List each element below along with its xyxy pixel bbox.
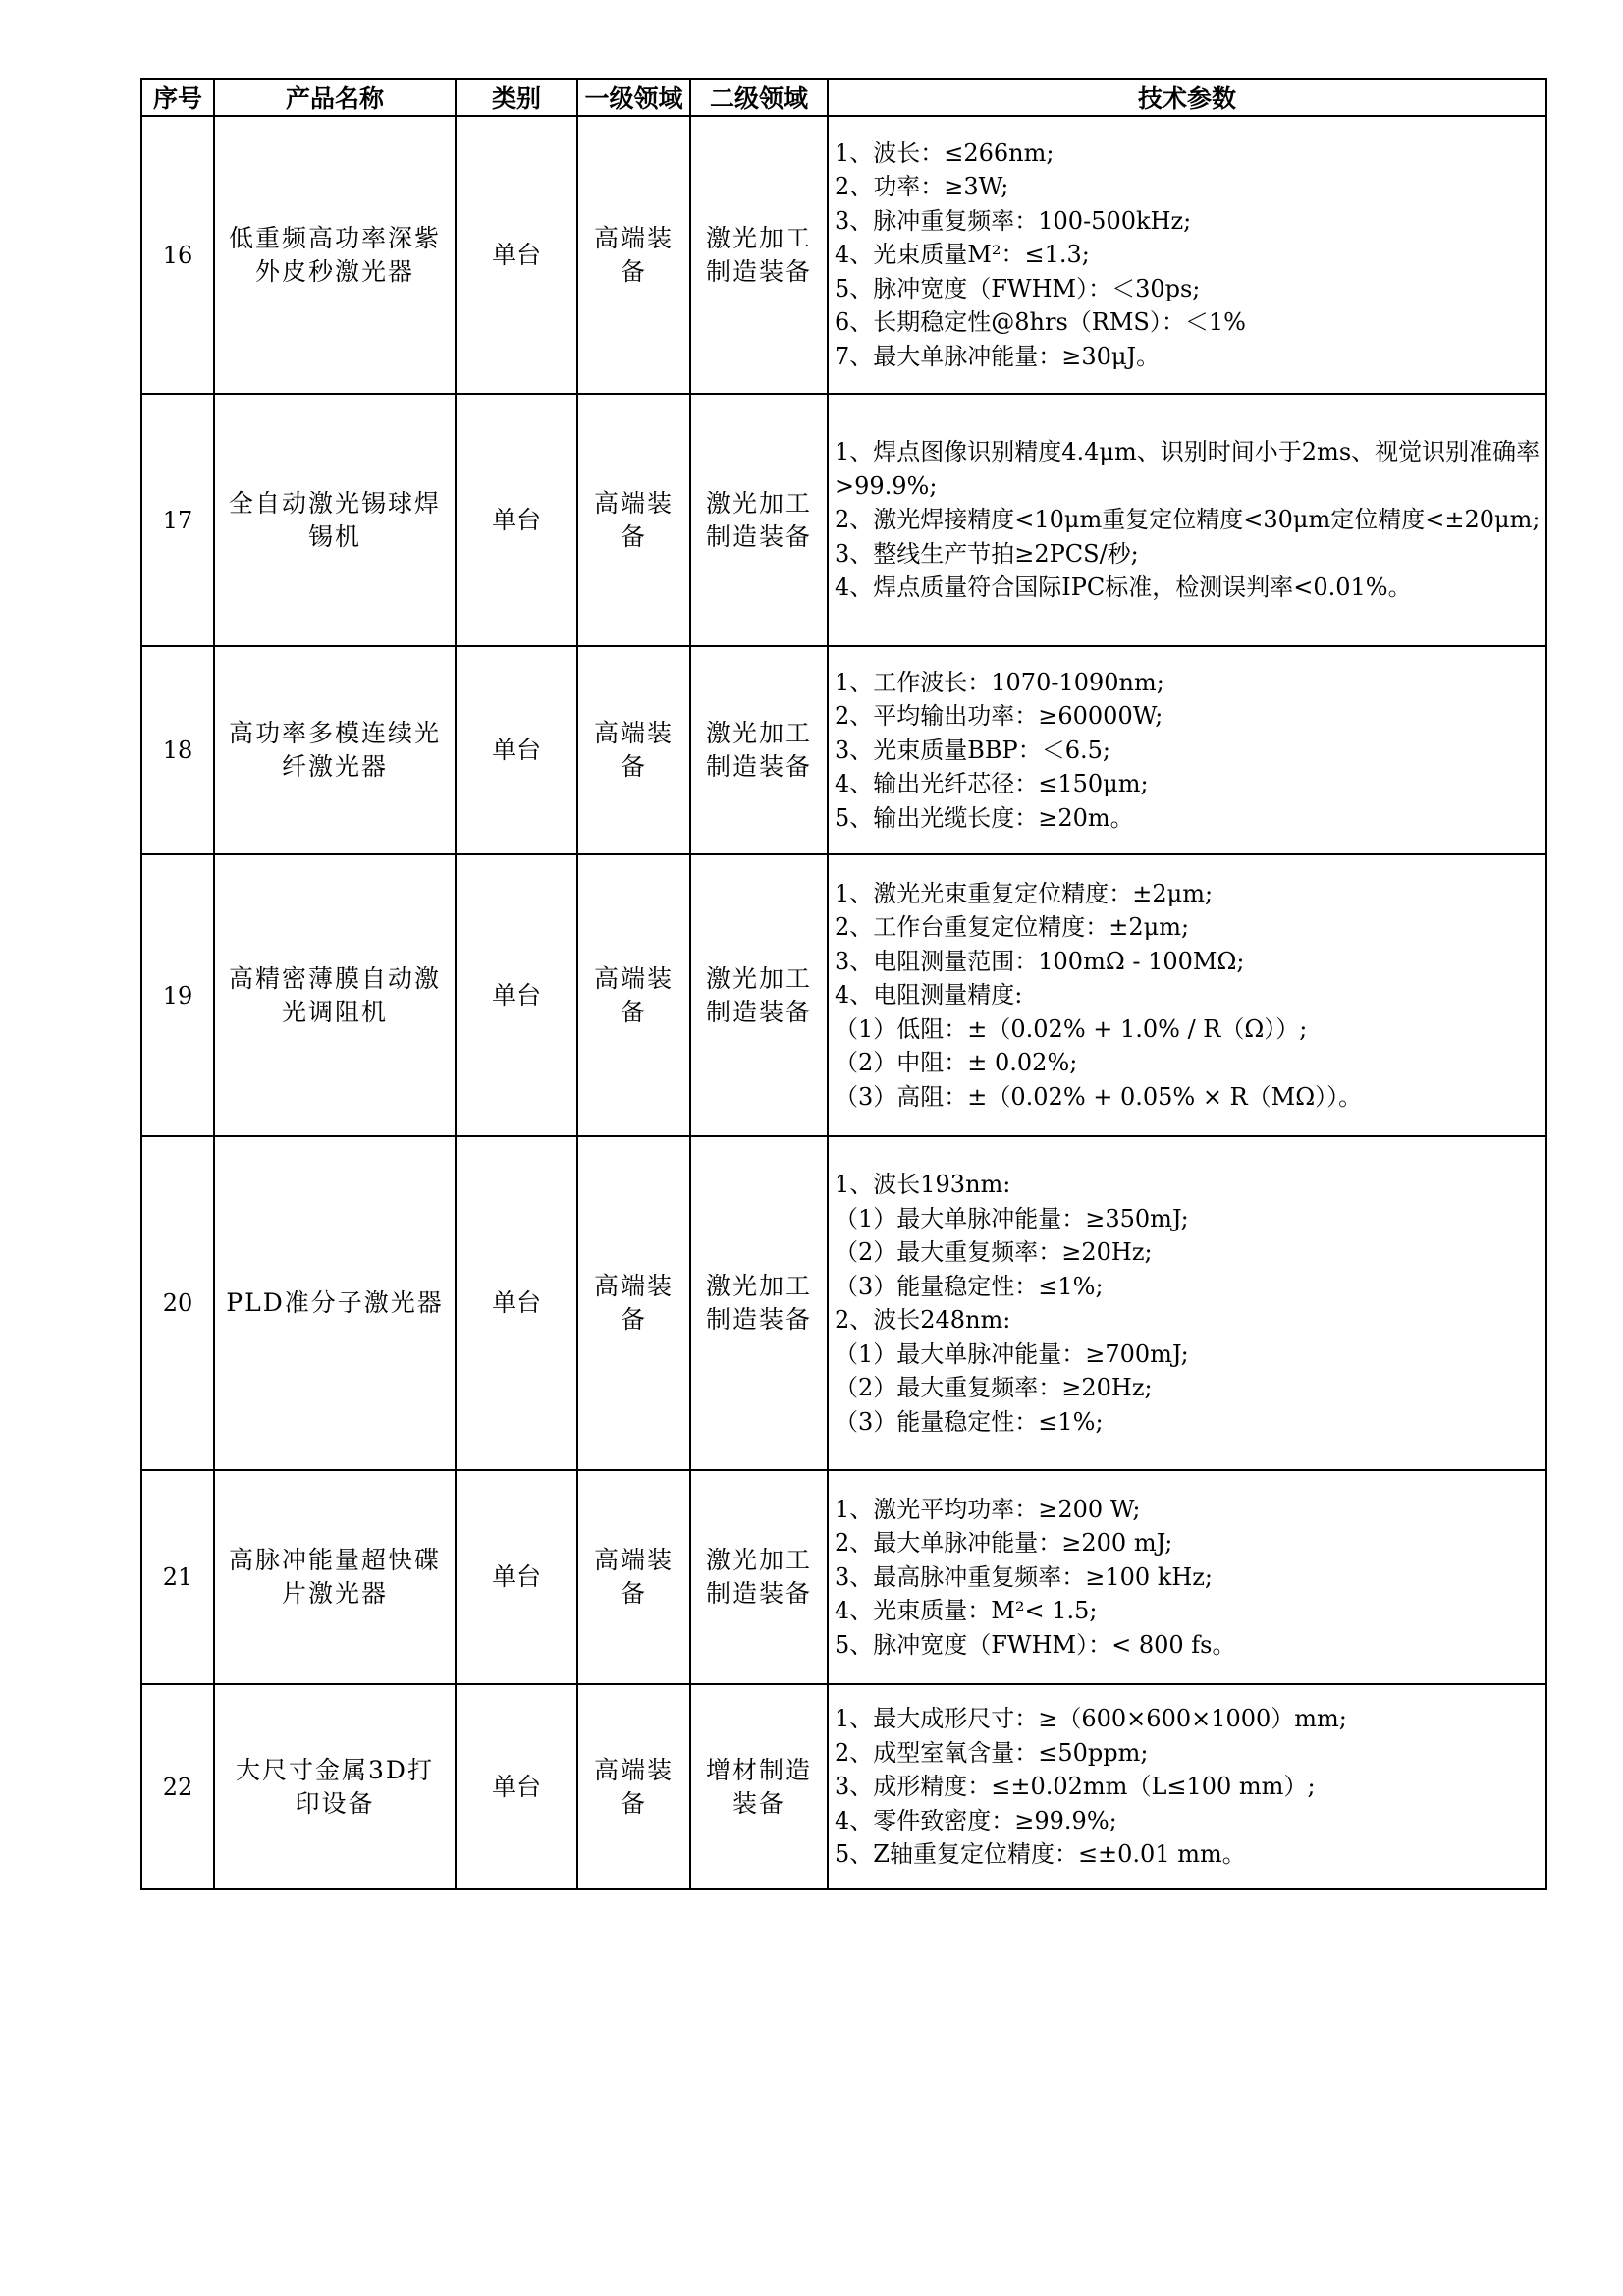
row-level2-field [690,1470,828,1684]
table-row [141,394,1546,646]
row-level2-field [690,854,828,1136]
row-level2-field-text: 激光加工制造装备 [705,1546,812,1608]
row-category-text: 单台 [491,1772,541,1801]
spec-line: 1、激光光束重复定位精度：±2μm; [835,879,1214,907]
spec-line: 3、成形精度：≤±0.02mm（L≤100 mm）; [835,1773,1316,1801]
row-tech-params [828,646,1546,854]
row-level1-field [577,116,690,394]
spec-line: 4、输出光纤芯径：≤150μm; [835,770,1149,798]
spec-line: 1、工作波长：1070-1090nm; [835,668,1164,696]
spec-line: 6、长期稳定性@8hrs（RMS）：＜1% [835,308,1246,337]
spec-line: 2、最大单脉冲能量：≥200 mJ; [835,1529,1173,1558]
row-index [141,116,214,394]
spec-line: 4、光束质量：M²< 1.5; [835,1597,1098,1625]
spec-line: （1）最大单脉冲能量：≥700mJ; [835,1339,1189,1368]
row-index [141,854,214,1136]
spec-line: （1）最大单脉冲能量：≥350mJ; [835,1204,1189,1232]
row-category-text: 单台 [491,1288,541,1317]
header-row [141,79,1546,116]
row-level1-field [577,646,690,854]
row-index-text: 16 [162,241,193,269]
row-level2-field [690,1136,828,1470]
row-level1-field-text: 高端装备 [593,488,674,551]
spec-line: 3、最高脉冲重复频率：≥100 kHz; [835,1562,1214,1591]
row-index-text: 18 [162,737,193,764]
row-index-text: 22 [162,1773,193,1801]
row-product-name [214,646,456,854]
spec-line: 5、Z轴重复定位精度：≤±0.01 mm。 [835,1840,1246,1869]
spec-line: 2、平均输出功率：≥60000W; [835,702,1163,731]
spec-line: 4、焊点质量符合国际IPC标准，检测误判率<0.01%。 [835,574,1412,602]
spec-line: 5、脉冲宽度（FWHM）：< 800 fs。 [835,1630,1236,1659]
row-level2-field [690,1684,828,1889]
row-level1-field-text: 高端装备 [593,719,674,781]
row-tech-params [828,394,1546,646]
row-level2-field [690,394,828,646]
spec-line: 5、脉冲宽度（FWHM）：＜30ps; [835,274,1201,302]
row-tech-params [828,1470,1546,1684]
header-category: 类别 [456,79,577,116]
spec-line: 1、焊点图像识别精度4.4μm、识别时间小于2ms、视觉识别准确率>99.9%; [835,438,1541,500]
row-level2-field-text: 激光加工制造装备 [705,963,812,1026]
row-product-name-text: 全自动激光锡球焊锡机 [228,488,441,551]
row-level1-field [577,1136,690,1470]
row-level1-field [577,394,690,646]
spec-line: 7、最大单脉冲能量：≥30μJ。 [835,342,1161,370]
table-row [141,1136,1546,1470]
row-index-text: 19 [162,981,193,1010]
row-tech-params [828,116,1546,394]
header-level1-field: 一级领域 [577,79,690,116]
table-row [141,1470,1546,1684]
spec-line: 2、功率：≥3W; [835,173,1009,201]
row-category [456,854,577,1136]
header-product-name: 产品名称 [214,79,456,116]
row-tech-params [828,1136,1546,1470]
row-level2-field-text: 激光加工制造装备 [705,488,812,551]
row-product-name [214,854,456,1136]
row-category [456,1684,577,1889]
row-level1-field [577,1684,690,1889]
row-index-text: 21 [162,1563,193,1591]
row-category [456,1136,577,1470]
spec-line: 3、整线生产节拍≥2PCS/秒; [835,539,1139,568]
row-category-text: 单台 [491,505,541,534]
row-product-name [214,394,456,646]
spec-line: 4、光束质量M²：≤1.3; [835,241,1090,269]
row-level1-field-text: 高端装备 [593,963,674,1026]
spec-line: 4、零件致密度：≥99.9%; [835,1806,1117,1834]
header-index: 序号 [141,79,214,116]
row-category [456,394,577,646]
spec-line: （1）低阻：±（0.02% + 1.0% / R（Ω））; [835,1014,1308,1043]
spec-line: 3、电阻测量范围：100mΩ - 100MΩ; [835,947,1245,975]
spec-line: 2、成型室氧含量：≤50ppm; [835,1738,1149,1767]
header-level2-field: 二级领域 [690,79,828,116]
row-category-text: 单台 [491,736,541,764]
row-index [141,394,214,646]
row-category [456,646,577,854]
row-index [141,1470,214,1684]
row-category-text: 单台 [491,980,541,1010]
spec-line: 1、波长：≤266nm; [835,138,1055,167]
row-tech-params [828,1684,1546,1889]
row-category-text: 单台 [491,240,541,269]
table-row [141,646,1546,854]
row-product-name-text: 高脉冲能量超快碟片激光器 [228,1546,441,1608]
spec-line: 2、工作台重复定位精度：±2μm; [835,913,1190,942]
row-level2-field [690,646,828,854]
row-level1-field-text: 高端装备 [593,1755,674,1818]
row-category [456,1470,577,1684]
spec-line: 4、电阻测量精度: [835,981,1023,1010]
row-level1-field-text: 高端装备 [593,223,674,286]
row-product-name [214,116,456,394]
row-tech-params [828,854,1546,1136]
spec-line: 1、最大成形尺寸：≥（600×600×1000）mm; [835,1705,1347,1733]
row-level1-field-text: 高端装备 [593,1546,674,1608]
spec-line: 5、输出光缆长度：≥20m。 [835,803,1134,832]
row-product-name [214,1684,456,1889]
spec-line: 3、光束质量BBP：＜6.5; [835,736,1110,764]
table-row [141,116,1546,394]
row-product-name [214,1470,456,1684]
table-body [141,116,1546,1889]
spec-line: 1、波长193nm: [835,1171,1011,1198]
row-index [141,646,214,854]
row-product-name-text: 大尺寸金属3D打印设备 [236,1755,434,1818]
table-row [141,1684,1546,1889]
spec-line: （2）最大重复频率：≥20Hz; [835,1374,1153,1401]
row-level2-field-text: 激光加工制造装备 [705,223,812,286]
spec-line: （3）能量稳定性：≤1%; [835,1407,1104,1436]
row-index [141,1136,214,1470]
row-product-name [214,1136,456,1470]
spec-line: （3）能量稳定性：≤1%; [835,1272,1104,1300]
row-index-text: 20 [162,1289,193,1317]
row-index [141,1684,214,1889]
row-index-text: 17 [162,506,193,534]
spec-line: 3、脉冲重复频率：100-500kHz; [835,206,1192,235]
row-level1-field [577,1470,690,1684]
table-row [141,854,1546,1136]
product-table [140,78,1547,1890]
header-tech-params: 技术参数 [828,79,1546,116]
spec-line: （3）高阻：±（0.02% + 0.05% × R（MΩ））。 [835,1082,1363,1111]
row-level2-field [690,116,828,394]
spec-line: 2、激光焊接精度<10μm重复定位精度<30μm定位精度<±20μm; [835,506,1541,534]
row-product-name-text: 高精密薄膜自动激光调阻机 [228,963,441,1026]
row-product-name-text: 低重频高功率深紫外皮秒激光器 [228,223,441,286]
row-level1-field [577,854,690,1136]
row-level2-field-text: 激光加工制造装备 [705,1272,812,1334]
spec-line: （2）中阻：± 0.02%; [835,1049,1078,1077]
spec-line: （2）最大重复频率：≥20Hz; [835,1238,1153,1266]
row-product-name-text: PLD准分子激光器 [226,1288,444,1317]
row-category [456,116,577,394]
row-product-name-text: 高功率多模连续光纤激光器 [228,719,441,781]
row-category-text: 单台 [491,1562,541,1591]
spec-line: 1、激光平均功率：≥200 W; [835,1495,1141,1523]
row-level2-field-text: 增材制造装备 [705,1755,812,1818]
row-level1-field-text: 高端装备 [593,1272,674,1334]
row-level2-field-text: 激光加工制造装备 [705,719,812,781]
spec-line: 2、波长248nm: [835,1306,1011,1334]
